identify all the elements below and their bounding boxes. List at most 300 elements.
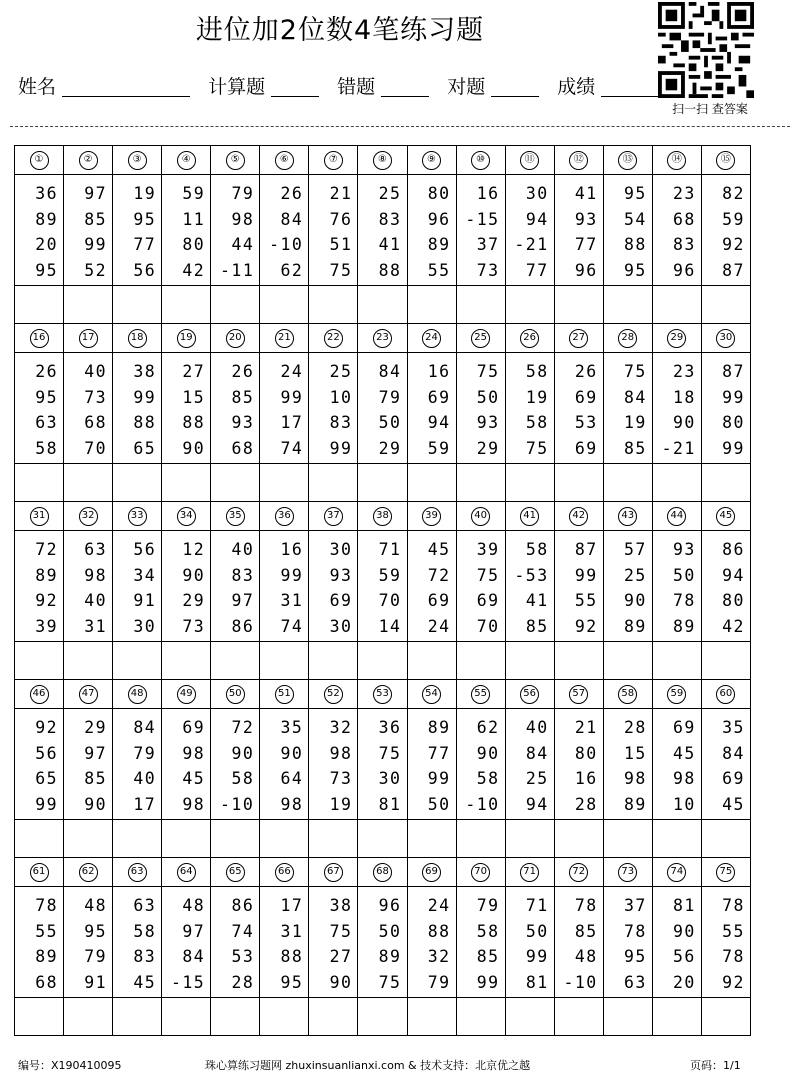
problem-number-cell: [259, 857, 309, 887]
addend: 68: [84, 413, 108, 432]
answer-box[interactable]: [14, 997, 64, 1036]
addend: 80: [182, 235, 206, 254]
addend: 20: [673, 972, 696, 992]
answer-box[interactable]: [505, 285, 555, 324]
answer-box[interactable]: [456, 285, 506, 324]
addend: 35: [722, 718, 745, 737]
answer-box[interactable]: [112, 463, 162, 502]
problem-number: 19: [177, 329, 196, 348]
answer-box[interactable]: [259, 463, 309, 502]
answer-box[interactable]: [505, 641, 555, 680]
answer-box[interactable]: [357, 463, 407, 502]
answer-box[interactable]: [63, 997, 113, 1036]
answer-box[interactable]: [554, 463, 604, 502]
addend: 50: [673, 565, 696, 585]
answer-box[interactable]: [308, 997, 358, 1036]
answer-box[interactable]: [63, 819, 113, 858]
problem-number: ⑤: [226, 151, 245, 170]
problem-number-cell: [554, 323, 604, 353]
addend: 23: [673, 362, 696, 381]
answer-box[interactable]: [407, 819, 457, 858]
addend: 75: [329, 260, 353, 280]
addend: 26: [35, 362, 59, 381]
problem-number-cell: [259, 679, 309, 709]
answer-box[interactable]: [554, 997, 604, 1036]
addend: 36: [35, 184, 59, 203]
answer-box[interactable]: [161, 819, 211, 858]
problem-cell: [210, 886, 260, 998]
problem-number-cell: [14, 857, 64, 887]
problem-cell: [652, 530, 702, 642]
addend: 70: [84, 438, 108, 458]
addend: 78: [574, 896, 598, 915]
addend: 92: [35, 591, 59, 610]
addend: 15: [182, 387, 206, 407]
answer-box[interactable]: [407, 285, 457, 324]
answer-box[interactable]: [701, 463, 751, 502]
problem-number: ⑥: [275, 151, 294, 170]
addend: 59: [722, 209, 745, 229]
addend: 90: [673, 413, 696, 432]
problem-number-cell: [505, 501, 555, 531]
problem-number-cell: [505, 857, 555, 887]
addend: 69: [329, 591, 353, 610]
addend: 78: [722, 947, 745, 966]
addend: 69: [182, 718, 206, 737]
problem-number: 68: [373, 863, 392, 882]
answer-box[interactable]: [63, 463, 113, 502]
problem-number-cell: [701, 857, 751, 887]
answer-box[interactable]: [456, 463, 506, 502]
problem-number: 29: [667, 329, 686, 348]
problem-cell: [505, 708, 555, 820]
answer-box[interactable]: [112, 285, 162, 324]
addend: 89: [673, 616, 696, 636]
student-info-row: [18, 72, 675, 99]
addend: 78: [722, 896, 745, 915]
problem-number: 56: [520, 685, 539, 704]
problem-number-cell: [14, 679, 64, 709]
problem-cell: [652, 174, 702, 286]
score-field[interactable]: [601, 74, 663, 97]
problem-number: 57: [569, 685, 588, 704]
name-field[interactable]: [62, 74, 190, 97]
problem-cell: [210, 708, 260, 820]
addend: 63: [84, 540, 108, 559]
addend: 87: [722, 362, 745, 381]
addend: 39: [476, 540, 500, 559]
addend: 86: [722, 540, 745, 559]
addend: 53: [574, 413, 598, 432]
addend: 54: [623, 209, 647, 229]
addend: 98: [280, 794, 304, 814]
problem-number-cell: [407, 323, 457, 353]
addend: 98: [182, 743, 206, 763]
addend: 45: [182, 769, 206, 788]
answer-box[interactable]: [14, 641, 64, 680]
answer-box[interactable]: [701, 819, 751, 858]
problem-number-cell: [701, 145, 751, 175]
problem-number: 41: [520, 507, 539, 526]
answer-box[interactable]: [161, 463, 211, 502]
answer-box[interactable]: [603, 997, 653, 1036]
addend: 29: [378, 438, 402, 458]
wrong-field[interactable]: [381, 74, 429, 97]
answer-box[interactable]: [652, 285, 702, 324]
addend: -15: [465, 209, 500, 229]
addend: 58: [231, 769, 255, 788]
answer-box[interactable]: [357, 641, 407, 680]
answer-box[interactable]: [701, 997, 751, 1036]
answer-box[interactable]: [603, 285, 653, 324]
addend: 41: [574, 184, 598, 203]
answer-box[interactable]: [308, 641, 358, 680]
addend: 83: [329, 413, 353, 432]
answer-box[interactable]: [259, 285, 309, 324]
answer-box[interactable]: [210, 819, 260, 858]
addend: 29: [84, 718, 108, 737]
problem-number: 70: [471, 863, 490, 882]
problem-number-cell: [407, 145, 457, 175]
addend: 96: [427, 209, 451, 229]
answer-box[interactable]: [112, 819, 162, 858]
answer-box[interactable]: [357, 285, 407, 324]
answer-box[interactable]: [161, 641, 211, 680]
addend: 83: [673, 235, 696, 254]
answer-box[interactable]: [701, 641, 751, 680]
answer-box[interactable]: [652, 641, 702, 680]
addend: 74: [231, 921, 255, 941]
wrong-label: 错题: [337, 76, 376, 98]
answer-box[interactable]: [456, 819, 506, 858]
problem-number-cell: [603, 145, 653, 175]
addend: 77: [574, 235, 598, 254]
answer-box[interactable]: [308, 463, 358, 502]
problem-cell: [505, 530, 555, 642]
addend: 68: [231, 438, 255, 458]
addend: 85: [574, 921, 598, 941]
addend: -10: [465, 794, 500, 814]
addend: 89: [623, 616, 647, 636]
answer-box[interactable]: [210, 997, 260, 1036]
problem-number-cell: [603, 679, 653, 709]
problem-number: 40: [471, 507, 490, 526]
answer-box[interactable]: [554, 641, 604, 680]
answer-box[interactable]: [210, 641, 260, 680]
addend: 50: [427, 794, 451, 814]
problem-number-cell: [456, 145, 506, 175]
problem-number-cell: [308, 679, 358, 709]
addend: 32: [329, 718, 353, 737]
problem-number: ③: [128, 151, 147, 170]
qr-code-icon[interactable]: [658, 2, 754, 98]
answer-box[interactable]: [112, 641, 162, 680]
addend: 31: [280, 591, 304, 610]
problem-cell: [308, 174, 358, 286]
addend: 59: [427, 438, 451, 458]
addend: 45: [427, 540, 451, 559]
problem-number-cell: [357, 145, 407, 175]
problem-cell: [603, 708, 653, 820]
problem-cell: [210, 174, 260, 286]
answer-box[interactable]: [456, 997, 506, 1036]
addend: 48: [574, 947, 598, 966]
answer-box[interactable]: [259, 641, 309, 680]
addend: 58: [525, 540, 549, 559]
problem-number: 30: [716, 329, 735, 348]
addend: 59: [378, 565, 402, 585]
addend: 17: [133, 794, 157, 814]
answer-box[interactable]: [603, 641, 653, 680]
addend: 69: [427, 591, 451, 610]
addend: 82: [722, 184, 745, 203]
addend: 93: [574, 209, 598, 229]
addend: 99: [574, 565, 598, 585]
problem-number-cell: [554, 501, 604, 531]
problem-number-cell: [603, 501, 653, 531]
problem-number: ②: [79, 151, 98, 170]
addend: 17: [280, 896, 304, 915]
addend: 71: [378, 540, 402, 559]
addend: 30: [378, 769, 402, 788]
addend: 63: [133, 896, 157, 915]
addend: 97: [182, 921, 206, 941]
problem-number: 72: [569, 863, 588, 882]
addend: 88: [133, 413, 157, 432]
problem-number: 38: [373, 507, 392, 526]
problem-number: 52: [324, 685, 343, 704]
problem-number: 23: [373, 329, 392, 348]
problem-cell: [161, 530, 211, 642]
addend: 48: [84, 896, 108, 915]
addend: 16: [574, 769, 598, 788]
problem-number: 17: [79, 329, 98, 348]
addend: 31: [280, 921, 304, 941]
problem-number: 64: [177, 863, 196, 882]
addend: 78: [35, 896, 59, 915]
addend: 73: [182, 616, 206, 636]
problem-number: 53: [373, 685, 392, 704]
addend: 83: [133, 947, 157, 966]
problem-cell: [701, 352, 751, 464]
addend: 68: [35, 972, 59, 992]
answer-box[interactable]: [505, 997, 555, 1036]
problem-number: 74: [667, 863, 686, 882]
addend: 56: [133, 540, 157, 559]
right-field[interactable]: [491, 74, 539, 97]
problem-number-cell: [63, 501, 113, 531]
problem-number-cell: [112, 323, 162, 353]
addend: 37: [623, 896, 647, 915]
addend: 74: [280, 438, 304, 458]
addend: 58: [476, 769, 500, 788]
answer-box[interactable]: [259, 819, 309, 858]
addend: 28: [623, 718, 647, 737]
problem-cell: [357, 174, 407, 286]
problem-cell: [407, 174, 457, 286]
addend: 68: [673, 209, 696, 229]
addend: 30: [525, 184, 549, 203]
addend: 59: [182, 184, 206, 203]
problem-number: 55: [471, 685, 490, 704]
answer-box[interactable]: [357, 819, 407, 858]
problem-number: 51: [275, 685, 294, 704]
addend: 28: [574, 794, 598, 814]
answer-box[interactable]: [652, 463, 702, 502]
addend: -10: [220, 794, 255, 814]
calc-field[interactable]: [271, 74, 319, 97]
answer-box[interactable]: [308, 819, 358, 858]
answer-box[interactable]: [603, 463, 653, 502]
problem-number-cell: [554, 145, 604, 175]
answer-box[interactable]: [112, 997, 162, 1036]
problem-block: [14, 323, 750, 501]
addend: 69: [574, 387, 598, 407]
addend: 58: [525, 413, 549, 432]
addend: 93: [673, 540, 696, 559]
answer-box[interactable]: [407, 463, 457, 502]
problem-cell: [14, 886, 64, 998]
addend: 71: [525, 896, 549, 915]
addend: 84: [133, 718, 157, 737]
addend: 69: [427, 387, 451, 407]
addend: 98: [182, 794, 206, 814]
addend: 45: [722, 794, 745, 814]
addend: 56: [673, 947, 696, 966]
addend: 95: [133, 209, 157, 229]
answer-box[interactable]: [456, 641, 506, 680]
answer-box[interactable]: [407, 641, 457, 680]
addend: 45: [673, 743, 696, 763]
problem-cell: [161, 352, 211, 464]
problem-number: ⑩: [471, 151, 490, 170]
addend: 79: [378, 387, 402, 407]
addend: 93: [476, 413, 500, 432]
answer-box[interactable]: [554, 285, 604, 324]
problem-cell: [701, 530, 751, 642]
problem-number-cell: [652, 679, 702, 709]
problem-number: ⑬: [618, 151, 637, 170]
addend: 18: [673, 387, 696, 407]
addend: -10: [269, 235, 304, 254]
addend: 27: [329, 947, 353, 966]
problem-number: 32: [79, 507, 98, 526]
problem-cell: [63, 530, 113, 642]
addend: 34: [133, 565, 157, 585]
problem-number: 65: [226, 863, 245, 882]
answer-box[interactable]: [210, 463, 260, 502]
addend: 23: [673, 184, 696, 203]
problem-number-cell: [701, 679, 751, 709]
answer-box[interactable]: [210, 285, 260, 324]
addend: 38: [329, 896, 353, 915]
addend: 85: [84, 209, 108, 229]
problem-number-cell: [210, 501, 260, 531]
addend: 70: [476, 616, 500, 636]
addend: 99: [280, 565, 304, 585]
addend: 24: [427, 616, 451, 636]
problem-number-cell: [112, 145, 162, 175]
problem-number-cell: [456, 857, 506, 887]
answer-box[interactable]: [701, 285, 751, 324]
answer-box[interactable]: [505, 463, 555, 502]
addend: 89: [623, 794, 647, 814]
problem-number: 37: [324, 507, 343, 526]
problem-number: 69: [422, 863, 441, 882]
addend: 63: [623, 972, 647, 992]
addend: -21: [661, 438, 696, 458]
problem-number-cell: [259, 145, 309, 175]
addend: 83: [378, 209, 402, 229]
answer-box[interactable]: [63, 641, 113, 680]
answer-box[interactable]: [357, 997, 407, 1036]
addend: 80: [722, 413, 745, 432]
addend: 89: [35, 209, 59, 229]
answer-box[interactable]: [407, 997, 457, 1036]
addend: 81: [673, 896, 696, 915]
answer-box[interactable]: [652, 819, 702, 858]
addend: 50: [476, 387, 500, 407]
answer-box[interactable]: [259, 997, 309, 1036]
answer-box[interactable]: [14, 819, 64, 858]
answer-box[interactable]: [505, 819, 555, 858]
answer-box[interactable]: [14, 463, 64, 502]
addend: 50: [378, 413, 402, 432]
problem-number: 58: [618, 685, 637, 704]
addend: 63: [35, 413, 59, 432]
addend: 41: [378, 235, 402, 254]
problem-cell: [14, 352, 64, 464]
problem-number: 49: [177, 685, 196, 704]
problem-number: 22: [324, 329, 343, 348]
addend: 95: [35, 387, 59, 407]
answer-box[interactable]: [14, 285, 64, 324]
problem-number: 61: [30, 863, 49, 882]
addend: 11: [182, 209, 206, 229]
addend: 58: [525, 362, 549, 381]
problem-number: 28: [618, 329, 637, 348]
problem-number-cell: [14, 501, 64, 531]
addend: 89: [35, 947, 59, 966]
problem-number: 31: [30, 507, 49, 526]
answer-box[interactable]: [652, 997, 702, 1036]
problem-cell: [407, 708, 457, 820]
problem-cell: [161, 886, 211, 998]
addend: 85: [623, 438, 647, 458]
addend: 94: [722, 565, 745, 585]
answer-box[interactable]: [161, 997, 211, 1036]
addend: 51: [329, 235, 353, 254]
addend: 75: [476, 362, 500, 381]
problem-number-cell: [210, 857, 260, 887]
problem-block: [14, 857, 750, 1035]
addend: 75: [525, 438, 549, 458]
problem-number: 20: [226, 329, 245, 348]
answer-box[interactable]: [554, 819, 604, 858]
addend: 16: [427, 362, 451, 381]
addend: 64: [280, 769, 304, 788]
addend: 84: [722, 743, 745, 763]
answer-box[interactable]: [63, 285, 113, 324]
problem-number-cell: [161, 501, 211, 531]
addend: 87: [574, 540, 598, 559]
addend: 12: [182, 540, 206, 559]
answer-box[interactable]: [603, 819, 653, 858]
addend: 88: [182, 413, 206, 432]
answer-box[interactable]: [161, 285, 211, 324]
problem-cell: [259, 352, 309, 464]
answer-box[interactable]: [308, 285, 358, 324]
